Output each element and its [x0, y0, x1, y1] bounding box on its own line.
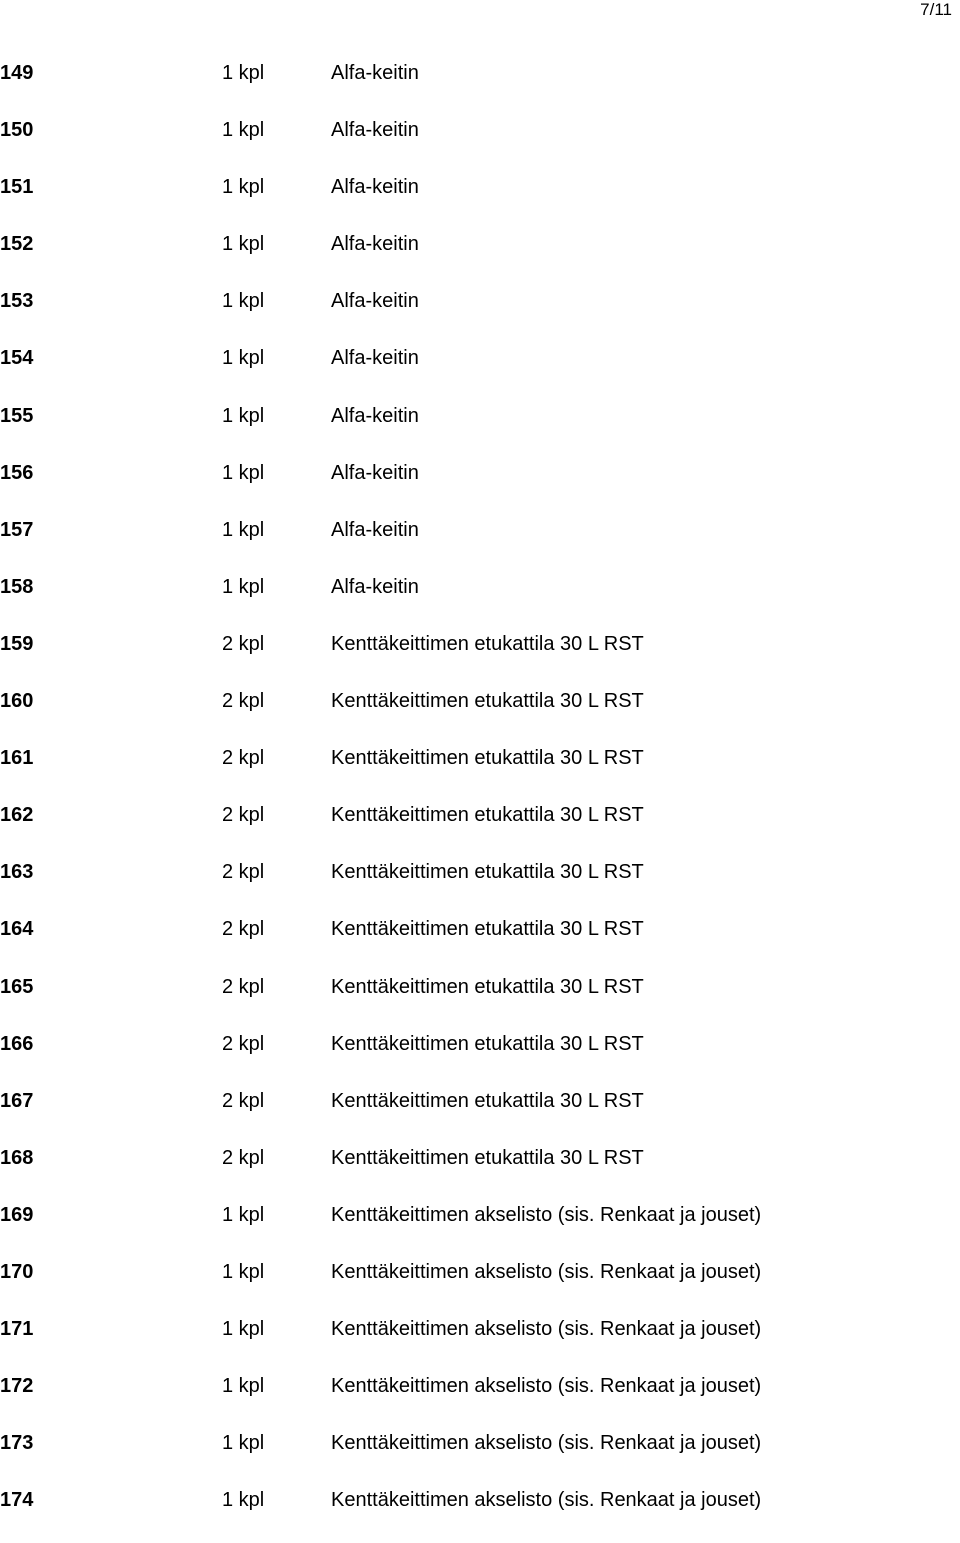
- item-description: Kenttäkeittimen etukattila 30 L RST: [331, 861, 644, 884]
- item-number: 169: [0, 1203, 34, 1226]
- list-item: [0, 344, 960, 401]
- item-description: Kenttäkeittimen etukattila 30 L RST: [331, 1089, 644, 1112]
- item-number: 174: [0, 1489, 34, 1512]
- item-description: Alfa-keitin: [331, 575, 419, 598]
- item-number: 172: [0, 1375, 34, 1398]
- item-number: 167: [0, 1089, 34, 1112]
- item-quantity: 2 kpl: [222, 861, 265, 884]
- list-item: [0, 1144, 960, 1201]
- item-description: Kenttäkeittimen akselisto (sis. Renkaat ja jouset): [331, 1375, 762, 1398]
- item-number: 155: [0, 404, 34, 427]
- item-number: 163: [0, 861, 34, 884]
- item-number: 159: [0, 632, 34, 655]
- item-description: Kenttäkeittimen akselisto (sis. Renkaat ja jouset): [331, 1260, 762, 1283]
- item-number: 156: [0, 461, 34, 484]
- item-number: 154: [0, 347, 34, 370]
- item-description: Alfa-keitin: [331, 119, 419, 142]
- item-number: 170: [0, 1260, 34, 1283]
- item-quantity: 2 kpl: [222, 1146, 265, 1169]
- list-item: [0, 1486, 960, 1543]
- item-description: Kenttäkeittimen akselisto (sis. Renkaat ja jouset): [331, 1489, 762, 1512]
- item-quantity: 2 kpl: [222, 632, 265, 655]
- item-description: Kenttäkeittimen etukattila 30 L RST: [331, 804, 644, 827]
- list-item: [0, 59, 960, 116]
- list-item: [0, 915, 960, 972]
- list-item: [0, 573, 960, 630]
- list-item: [0, 173, 960, 230]
- item-quantity: 1 kpl: [222, 176, 265, 199]
- list-item: [0, 116, 960, 173]
- list-item: [0, 516, 960, 573]
- item-quantity: 1 kpl: [222, 1432, 265, 1455]
- list-item: [0, 230, 960, 287]
- item-quantity: 2 kpl: [222, 804, 265, 827]
- item-number: 149: [0, 62, 34, 84]
- list-item: [0, 1201, 960, 1258]
- item-description: Alfa-keitin: [331, 290, 419, 313]
- list-item: [0, 801, 960, 858]
- list-item: [0, 1258, 960, 1315]
- item-quantity: 1 kpl: [222, 575, 265, 598]
- item-quantity: 1 kpl: [222, 1260, 265, 1283]
- item-description: Alfa-keitin: [331, 233, 419, 256]
- item-quantity: 1 kpl: [222, 119, 265, 142]
- item-quantity: 1 kpl: [222, 404, 265, 427]
- item-number: 158: [0, 575, 34, 598]
- item-quantity: 2 kpl: [222, 1032, 265, 1055]
- item-quantity: 1 kpl: [222, 1203, 265, 1226]
- item-number: 152: [0, 233, 34, 256]
- item-number: 168: [0, 1146, 34, 1169]
- item-description: Kenttäkeittimen akselisto (sis. Renkaat ja jouset): [331, 1203, 762, 1226]
- item-description: Alfa-keitin: [331, 404, 419, 427]
- page-number: 7/11: [920, 0, 952, 19]
- item-quantity: 1 kpl: [222, 290, 265, 313]
- item-number: 150: [0, 119, 34, 142]
- item-quantity: 1 kpl: [222, 1318, 265, 1341]
- list-item: [0, 687, 960, 744]
- item-description: Alfa-keitin: [331, 518, 419, 541]
- item-quantity: 2 kpl: [222, 975, 265, 998]
- item-quantity: 2 kpl: [222, 1089, 265, 1112]
- item-number: 171: [0, 1318, 34, 1341]
- item-quantity: 2 kpl: [222, 918, 265, 941]
- item-description: Kenttäkeittimen akselisto (sis. Renkaat ja jouset): [331, 1432, 762, 1455]
- item-description: Kenttäkeittimen etukattila 30 L RST: [331, 690, 644, 713]
- item-number: 164: [0, 918, 34, 941]
- item-description: Kenttäkeittimen etukattila 30 L RST: [331, 918, 644, 941]
- list-item: [0, 973, 960, 1030]
- list-item: [0, 1429, 960, 1486]
- list-item: [0, 744, 960, 801]
- item-number: 165: [0, 975, 34, 998]
- list-item: [0, 1030, 960, 1087]
- list-item: [0, 858, 960, 915]
- item-quantity: 1 kpl: [222, 1375, 265, 1398]
- item-list: [0, 59, 960, 1543]
- item-description: Alfa-keitin: [331, 62, 419, 84]
- item-description: Alfa-keitin: [331, 347, 419, 370]
- item-quantity: 1 kpl: [222, 347, 265, 370]
- item-quantity: 2 kpl: [222, 747, 265, 770]
- item-description: Kenttäkeittimen etukattila 30 L RST: [331, 1032, 644, 1055]
- item-quantity: 1 kpl: [222, 1489, 265, 1512]
- item-description: Kenttäkeittimen etukattila 30 L RST: [331, 975, 644, 998]
- item-description: Alfa-keitin: [331, 461, 419, 484]
- item-description: Kenttäkeittimen etukattila 30 L RST: [331, 747, 644, 770]
- item-description: Kenttäkeittimen akselisto (sis. Renkaat ja jouset): [331, 1318, 762, 1341]
- item-number: 153: [0, 290, 34, 313]
- item-quantity: 1 kpl: [222, 461, 265, 484]
- item-quantity: 1 kpl: [222, 518, 265, 541]
- item-number: 162: [0, 804, 34, 827]
- list-item: [0, 630, 960, 687]
- item-description: Kenttäkeittimen etukattila 30 L RST: [331, 1146, 644, 1169]
- list-item: [0, 402, 960, 459]
- item-number: 151: [0, 176, 34, 199]
- item-quantity: 1 kpl: [222, 62, 265, 84]
- list-item: [0, 1372, 960, 1429]
- list-item: [0, 287, 960, 344]
- item-number: 161: [0, 747, 34, 770]
- list-item: [0, 459, 960, 516]
- list-item: [0, 1315, 960, 1372]
- item-number: 173: [0, 1432, 34, 1455]
- item-number: 160: [0, 690, 34, 713]
- list-item: [0, 1087, 960, 1144]
- item-description: Alfa-keitin: [331, 176, 419, 199]
- item-quantity: 1 kpl: [222, 233, 265, 256]
- item-description: Kenttäkeittimen etukattila 30 L RST: [331, 632, 644, 655]
- item-number: 157: [0, 518, 34, 541]
- item-quantity: 2 kpl: [222, 690, 265, 713]
- item-number: 166: [0, 1032, 34, 1055]
